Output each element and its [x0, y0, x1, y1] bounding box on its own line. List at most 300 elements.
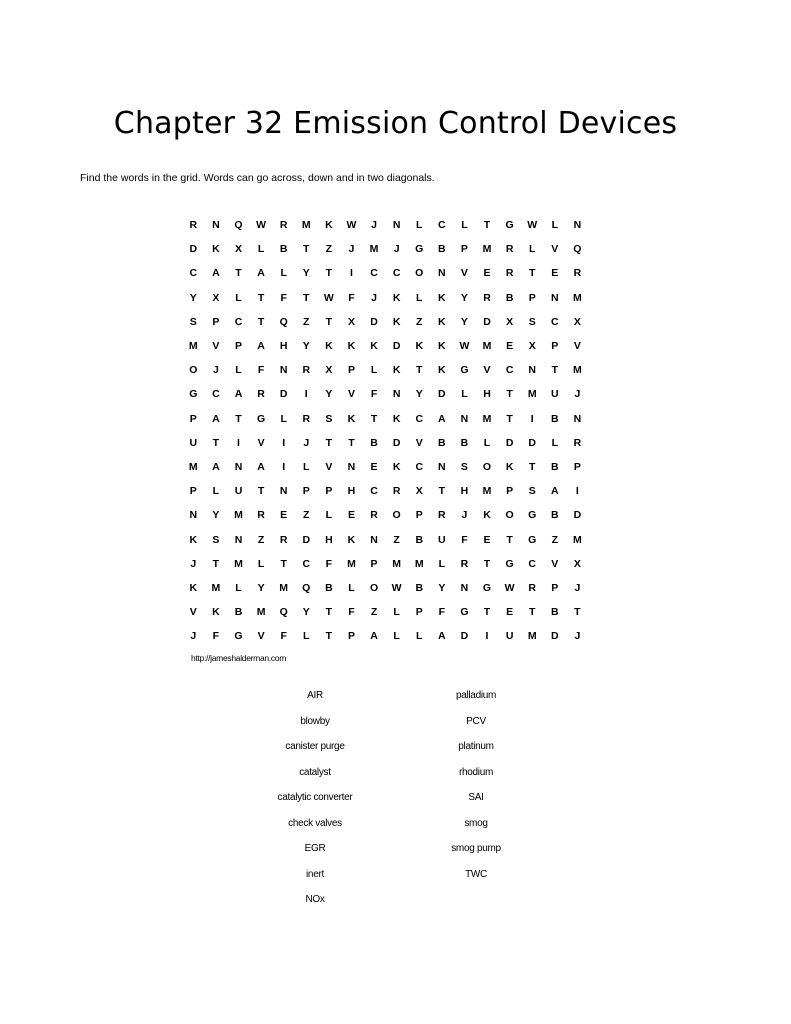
grid-cell[interactable]: L: [235, 291, 242, 304]
grid-cell[interactable]: B: [505, 291, 514, 304]
grid-cell[interactable]: C: [528, 557, 536, 570]
grid-cell[interactable]: N: [460, 412, 469, 425]
grid-cell[interactable]: R: [505, 243, 514, 256]
grid-cell[interactable]: D: [279, 388, 288, 401]
grid-cell[interactable]: T: [483, 606, 491, 619]
grid-cell[interactable]: Z: [325, 243, 333, 256]
grid-cell[interactable]: B: [415, 581, 424, 594]
grid-cell[interactable]: P: [370, 557, 378, 570]
grid-cell[interactable]: N: [573, 219, 582, 232]
grid-cell[interactable]: N: [392, 388, 401, 401]
grid-cell[interactable]: K: [505, 460, 514, 473]
grid-cell[interactable]: V: [551, 243, 559, 256]
grid-cell[interactable]: A: [438, 630, 446, 643]
grid-cell[interactable]: Q: [279, 315, 288, 328]
grid-cell[interactable]: I: [349, 267, 353, 280]
grid-cell[interactable]: O: [189, 364, 198, 377]
grid-cell[interactable]: T: [506, 533, 513, 546]
grid-cell[interactable]: T: [303, 291, 310, 304]
grid-cell[interactable]: L: [280, 412, 287, 425]
grid-cell[interactable]: K: [392, 460, 401, 473]
grid-cell[interactable]: L: [416, 219, 423, 232]
grid-cell[interactable]: F: [325, 557, 333, 570]
grid-cell[interactable]: H: [483, 388, 491, 401]
grid-cell[interactable]: A: [257, 340, 265, 353]
grid-cell[interactable]: D: [392, 436, 401, 449]
grid-cell[interactable]: M: [234, 509, 243, 522]
grid-cell[interactable]: B: [460, 436, 469, 449]
grid-cell[interactable]: P: [212, 315, 220, 328]
grid-cell[interactable]: G: [256, 412, 266, 425]
grid-cell[interactable]: C: [234, 315, 243, 328]
grid-cell[interactable]: F: [257, 364, 265, 377]
grid-cell[interactable]: M: [414, 557, 424, 570]
grid-cell[interactable]: R: [460, 557, 469, 570]
grid-cell[interactable]: G: [189, 388, 198, 401]
grid-cell[interactable]: A: [212, 460, 220, 473]
grid-cell[interactable]: Z: [303, 509, 310, 522]
grid-cell[interactable]: L: [483, 436, 491, 449]
grid-cell[interactable]: W: [346, 219, 357, 232]
grid-cell[interactable]: D: [392, 340, 401, 353]
grid-cell[interactable]: P: [347, 364, 355, 377]
grid-cell[interactable]: D: [302, 533, 311, 546]
grid-cell[interactable]: L: [235, 364, 242, 377]
grid-cell[interactable]: N: [347, 460, 356, 473]
grid-cell[interactable]: M: [527, 388, 537, 401]
grid-cell[interactable]: B: [438, 436, 446, 449]
grid-cell[interactable]: T: [257, 315, 265, 328]
grid-cell[interactable]: L: [370, 364, 378, 377]
grid-cell[interactable]: Q: [573, 243, 582, 256]
grid-cell[interactable]: K: [483, 509, 491, 522]
grid-cell[interactable]: C: [302, 557, 311, 570]
grid-cell[interactable]: F: [348, 606, 355, 619]
grid-cell[interactable]: R: [189, 219, 198, 232]
grid-cell[interactable]: R: [279, 533, 288, 546]
grid-cell[interactable]: R: [257, 509, 265, 522]
grid-cell[interactable]: B: [415, 533, 424, 546]
grid-cell[interactable]: L: [438, 557, 446, 570]
grid-cell[interactable]: T: [483, 219, 491, 232]
grid-cell[interactable]: V: [415, 436, 423, 449]
grid-cell[interactable]: A: [257, 460, 265, 473]
grid-cell[interactable]: M: [188, 340, 198, 353]
grid-cell[interactable]: S: [528, 485, 536, 498]
grid-cell[interactable]: K: [189, 533, 198, 546]
grid-cell[interactable]: T: [212, 557, 220, 570]
grid-cell[interactable]: B: [551, 460, 559, 473]
grid-cell[interactable]: O: [415, 267, 424, 280]
grid-cell[interactable]: B: [438, 243, 446, 256]
grid-cell[interactable]: B: [234, 606, 243, 619]
grid-cell[interactable]: I: [282, 460, 286, 473]
grid-cell[interactable]: N: [438, 267, 446, 280]
grid-cell[interactable]: K: [370, 340, 378, 353]
grid-cell[interactable]: T: [483, 557, 491, 570]
grid-cell[interactable]: T: [551, 364, 558, 377]
grid-cell[interactable]: L: [280, 267, 287, 280]
grid-cell[interactable]: V: [460, 267, 468, 280]
grid-cell[interactable]: G: [528, 533, 537, 546]
grid-cell[interactable]: L: [416, 630, 423, 643]
grid-cell[interactable]: H: [347, 485, 356, 498]
grid-cell[interactable]: P: [415, 509, 423, 522]
grid-cell[interactable]: T: [325, 267, 333, 280]
grid-cell[interactable]: G: [528, 509, 537, 522]
grid-cell[interactable]: C: [438, 219, 446, 232]
grid-cell[interactable]: M: [369, 243, 379, 256]
grid-cell[interactable]: K: [392, 291, 401, 304]
grid-cell[interactable]: L: [235, 581, 242, 594]
grid-cell[interactable]: I: [575, 485, 579, 498]
grid-cell[interactable]: N: [573, 412, 582, 425]
grid-cell[interactable]: T: [506, 412, 513, 425]
grid-cell[interactable]: O: [369, 581, 379, 594]
grid-cell[interactable]: N: [234, 533, 243, 546]
grid-cell[interactable]: L: [393, 606, 400, 619]
grid-cell[interactable]: K: [438, 315, 446, 328]
grid-cell[interactable]: K: [347, 340, 356, 353]
grid-cell[interactable]: K: [325, 219, 333, 232]
grid-cell[interactable]: P: [415, 606, 423, 619]
grid-cell[interactable]: M: [234, 557, 243, 570]
grid-cell[interactable]: Q: [279, 606, 288, 619]
grid-cell[interactable]: X: [212, 291, 220, 304]
grid-cell[interactable]: P: [551, 340, 559, 353]
grid-cell[interactable]: D: [551, 630, 559, 643]
grid-cell[interactable]: P: [302, 485, 310, 498]
grid-cell[interactable]: L: [348, 581, 355, 594]
grid-cell[interactable]: Z: [393, 533, 400, 546]
grid-cell[interactable]: T: [325, 606, 333, 619]
grid-cell[interactable]: U: [234, 485, 243, 498]
grid-cell[interactable]: L: [551, 436, 558, 449]
grid-cell[interactable]: D: [189, 243, 198, 256]
grid-cell[interactable]: L: [303, 630, 310, 643]
grid-cell[interactable]: T: [416, 364, 423, 377]
grid-cell[interactable]: U: [505, 630, 514, 643]
grid-cell[interactable]: W: [527, 219, 538, 232]
grid-cell[interactable]: F: [370, 388, 378, 401]
source-url[interactable]: http://jameshalderman.com: [191, 653, 287, 663]
grid-cell[interactable]: G: [415, 243, 424, 256]
grid-cell[interactable]: C: [370, 267, 378, 280]
grid-cell[interactable]: W: [459, 340, 470, 353]
grid-cell[interactable]: B: [325, 581, 333, 594]
grid-cell[interactable]: X: [573, 557, 581, 570]
grid-cell[interactable]: H: [460, 485, 469, 498]
grid-cell[interactable]: P: [325, 485, 333, 498]
grid-cell[interactable]: M: [573, 291, 582, 304]
grid-cell[interactable]: J: [348, 243, 355, 256]
grid-cell[interactable]: O: [482, 460, 492, 473]
grid-cell[interactable]: R: [438, 509, 446, 522]
grid-cell[interactable]: L: [528, 243, 536, 256]
grid-cell[interactable]: T: [506, 388, 513, 401]
grid-cell[interactable]: J: [371, 291, 377, 304]
grid-cell[interactable]: M: [573, 364, 582, 377]
grid-cell[interactable]: E: [483, 533, 491, 546]
grid-cell[interactable]: W: [256, 219, 267, 232]
grid-cell[interactable]: P: [189, 412, 197, 425]
grid-cell[interactable]: W: [323, 291, 334, 304]
grid-cell[interactable]: Y: [415, 388, 423, 401]
grid-cell[interactable]: K: [392, 364, 401, 377]
grid-cell[interactable]: P: [551, 581, 559, 594]
grid-cell[interactable]: H: [325, 533, 333, 546]
grid-cell[interactable]: R: [279, 219, 288, 232]
grid-cell[interactable]: B: [551, 606, 559, 619]
grid-cell[interactable]: L: [325, 509, 333, 522]
grid-cell[interactable]: V: [573, 340, 581, 353]
grid-cell[interactable]: E: [506, 606, 514, 619]
grid-cell[interactable]: X: [347, 315, 355, 328]
grid-cell[interactable]: Z: [551, 533, 558, 546]
grid-cell[interactable]: Y: [302, 340, 310, 353]
grid-cell[interactable]: Y: [325, 388, 333, 401]
grid-cell[interactable]: K: [189, 581, 198, 594]
grid-cell[interactable]: L: [257, 243, 265, 256]
grid-cell[interactable]: S: [189, 315, 197, 328]
grid-cell[interactable]: N: [370, 533, 378, 546]
grid-cell[interactable]: U: [438, 533, 446, 546]
grid-cell[interactable]: T: [280, 557, 287, 570]
grid-cell[interactable]: R: [573, 436, 582, 449]
grid-cell[interactable]: O: [392, 509, 401, 522]
grid-cell[interactable]: I: [237, 436, 240, 449]
grid-cell[interactable]: K: [415, 340, 424, 353]
grid-cell[interactable]: A: [370, 630, 378, 643]
grid-cell[interactable]: Y: [212, 509, 220, 522]
grid-cell[interactable]: M: [347, 557, 356, 570]
grid-cell[interactable]: V: [483, 364, 491, 377]
grid-cell[interactable]: J: [574, 630, 581, 643]
grid-cell[interactable]: P: [506, 485, 514, 498]
grid-cell[interactable]: T: [370, 412, 378, 425]
grid-cell[interactable]: M: [482, 340, 492, 353]
grid-cell[interactable]: T: [438, 485, 446, 498]
grid-cell[interactable]: Y: [302, 267, 310, 280]
grid-cell[interactable]: S: [325, 412, 333, 425]
grid-cell[interactable]: S: [528, 315, 536, 328]
grid-cell[interactable]: A: [551, 485, 559, 498]
grid-cell[interactable]: V: [325, 460, 333, 473]
grid-cell[interactable]: M: [482, 412, 492, 425]
grid-cell[interactable]: N: [460, 581, 469, 594]
grid-cell[interactable]: M: [527, 630, 537, 643]
grid-cell[interactable]: X: [415, 485, 423, 498]
grid-cell[interactable]: K: [347, 533, 356, 546]
grid-cell[interactable]: W: [391, 581, 402, 594]
grid-cell[interactable]: A: [234, 388, 243, 401]
grid-cell[interactable]: N: [279, 485, 288, 498]
grid-cell[interactable]: G: [505, 557, 514, 570]
grid-cell[interactable]: E: [370, 460, 378, 473]
grid-cell[interactable]: V: [212, 340, 220, 353]
grid-cell[interactable]: A: [438, 412, 446, 425]
grid-cell[interactable]: J: [461, 509, 468, 522]
grid-cell[interactable]: K: [347, 412, 356, 425]
grid-cell[interactable]: N: [234, 460, 243, 473]
grid-cell[interactable]: H: [279, 340, 288, 353]
grid-cell[interactable]: D: [573, 509, 582, 522]
grid-cell[interactable]: V: [347, 388, 355, 401]
grid-cell[interactable]: R: [370, 509, 378, 522]
grid-cell[interactable]: B: [551, 509, 559, 522]
grid-cell[interactable]: P: [347, 630, 355, 643]
grid-cell[interactable]: G: [234, 630, 243, 643]
grid-cell[interactable]: M: [573, 533, 582, 546]
grid-cell[interactable]: R: [573, 267, 582, 280]
grid-cell[interactable]: G: [505, 219, 514, 232]
grid-cell[interactable]: C: [189, 267, 198, 280]
grid-cell[interactable]: I: [530, 412, 534, 425]
grid-cell[interactable]: T: [528, 267, 536, 280]
grid-cell[interactable]: U: [551, 388, 559, 401]
grid-cell[interactable]: A: [212, 267, 220, 280]
grid-cell[interactable]: T: [235, 267, 242, 280]
grid-cell[interactable]: D: [460, 630, 469, 643]
grid-cell[interactable]: R: [302, 364, 311, 377]
grid-cell[interactable]: E: [347, 509, 355, 522]
grid-cell[interactable]: T: [235, 412, 242, 425]
grid-cell[interactable]: D: [438, 388, 446, 401]
grid-cell[interactable]: D: [505, 436, 514, 449]
grid-cell[interactable]: K: [392, 315, 401, 328]
grid-cell[interactable]: Y: [460, 315, 468, 328]
grid-cell[interactable]: C: [505, 364, 514, 377]
grid-cell[interactable]: Y: [189, 291, 197, 304]
grid-cell[interactable]: F: [280, 291, 287, 304]
grid-cell[interactable]: Z: [416, 315, 423, 328]
grid-cell[interactable]: L: [461, 388, 468, 401]
grid-cell[interactable]: A: [257, 267, 265, 280]
grid-cell[interactable]: T: [257, 485, 265, 498]
grid-cell[interactable]: P: [573, 460, 581, 473]
grid-cell[interactable]: G: [460, 606, 469, 619]
grid-cell[interactable]: K: [438, 340, 446, 353]
grid-cell[interactable]: J: [190, 557, 197, 570]
grid-cell[interactable]: J: [303, 436, 310, 449]
grid-cell[interactable]: P: [189, 485, 197, 498]
grid-cell[interactable]: W: [504, 581, 515, 594]
grid-cell[interactable]: N: [392, 219, 401, 232]
grid-cell[interactable]: L: [212, 485, 220, 498]
grid-cell[interactable]: Z: [257, 533, 265, 546]
grid-cell[interactable]: E: [280, 509, 288, 522]
grid-cell[interactable]: B: [551, 412, 559, 425]
grid-cell[interactable]: D: [528, 436, 536, 449]
grid-cell[interactable]: C: [392, 267, 401, 280]
grid-cell[interactable]: J: [190, 630, 197, 643]
grid-cell[interactable]: Z: [370, 606, 378, 619]
grid-cell[interactable]: F: [280, 630, 287, 643]
grid-cell[interactable]: M: [482, 485, 492, 498]
grid-cell[interactable]: Q: [234, 219, 243, 232]
grid-cell[interactable]: X: [234, 243, 242, 256]
grid-cell[interactable]: N: [279, 364, 288, 377]
grid-cell[interactable]: N: [528, 364, 536, 377]
grid-cell[interactable]: P: [460, 243, 468, 256]
grid-cell[interactable]: M: [279, 581, 289, 594]
grid-cell[interactable]: A: [212, 412, 220, 425]
grid-cell[interactable]: L: [461, 219, 468, 232]
grid-cell[interactable]: I: [304, 388, 308, 401]
grid-cell[interactable]: K: [212, 243, 220, 256]
grid-cell[interactable]: K: [212, 606, 220, 619]
grid-cell[interactable]: M: [301, 219, 311, 232]
grid-cell[interactable]: R: [528, 581, 536, 594]
grid-cell[interactable]: J: [574, 581, 581, 594]
grid-cell[interactable]: O: [505, 509, 514, 522]
grid-cell[interactable]: Y: [257, 581, 265, 594]
grid-cell[interactable]: X: [325, 364, 333, 377]
grid-cell[interactable]: L: [416, 291, 423, 304]
grid-cell[interactable]: M: [211, 581, 221, 594]
grid-cell[interactable]: M: [256, 606, 266, 619]
grid-cell[interactable]: N: [438, 460, 446, 473]
grid-cell[interactable]: T: [325, 315, 333, 328]
grid-cell[interactable]: C: [370, 485, 378, 498]
grid-cell[interactable]: T: [528, 460, 536, 473]
grid-cell[interactable]: N: [551, 291, 559, 304]
grid-cell[interactable]: T: [325, 630, 333, 643]
grid-cell[interactable]: D: [483, 315, 491, 328]
grid-cell[interactable]: Z: [303, 315, 310, 328]
grid-cell[interactable]: K: [392, 412, 401, 425]
grid-cell[interactable]: G: [460, 364, 469, 377]
grid-cell[interactable]: T: [574, 606, 581, 619]
grid-cell[interactable]: P: [528, 291, 536, 304]
grid-cell[interactable]: L: [257, 557, 265, 570]
grid-cell[interactable]: T: [528, 606, 536, 619]
grid-cell[interactable]: C: [551, 315, 559, 328]
grid-cell[interactable]: C: [415, 412, 424, 425]
grid-cell[interactable]: J: [393, 243, 400, 256]
grid-cell[interactable]: E: [483, 267, 491, 280]
grid-cell[interactable]: M: [392, 557, 402, 570]
grid-cell[interactable]: T: [348, 436, 355, 449]
grid-cell[interactable]: Y: [460, 291, 468, 304]
grid-cell[interactable]: Y: [302, 606, 310, 619]
grid-cell[interactable]: S: [460, 460, 468, 473]
grid-cell[interactable]: L: [393, 630, 400, 643]
grid-cell[interactable]: F: [461, 533, 468, 546]
grid-cell[interactable]: T: [212, 436, 220, 449]
grid-cell[interactable]: E: [551, 267, 559, 280]
grid-cell[interactable]: L: [551, 219, 558, 232]
grid-cell[interactable]: I: [485, 630, 489, 643]
grid-cell[interactable]: R: [302, 412, 311, 425]
grid-cell[interactable]: N: [189, 509, 198, 522]
grid-cell[interactable]: Y: [438, 581, 446, 594]
grid-cell[interactable]: K: [438, 364, 446, 377]
grid-cell[interactable]: Q: [302, 581, 311, 594]
grid-cell[interactable]: K: [438, 291, 446, 304]
grid-cell[interactable]: T: [325, 436, 333, 449]
grid-cell[interactable]: U: [189, 436, 198, 449]
grid-cell[interactable]: M: [188, 460, 198, 473]
grid-cell[interactable]: C: [415, 460, 424, 473]
grid-cell[interactable]: R: [257, 388, 265, 401]
grid-cell[interactable]: J: [574, 388, 581, 401]
grid-cell[interactable]: C: [212, 388, 220, 401]
grid-cell[interactable]: R: [392, 485, 401, 498]
grid-cell[interactable]: E: [506, 340, 514, 353]
grid-cell[interactable]: P: [234, 340, 242, 353]
grid-cell[interactable]: J: [371, 219, 377, 232]
